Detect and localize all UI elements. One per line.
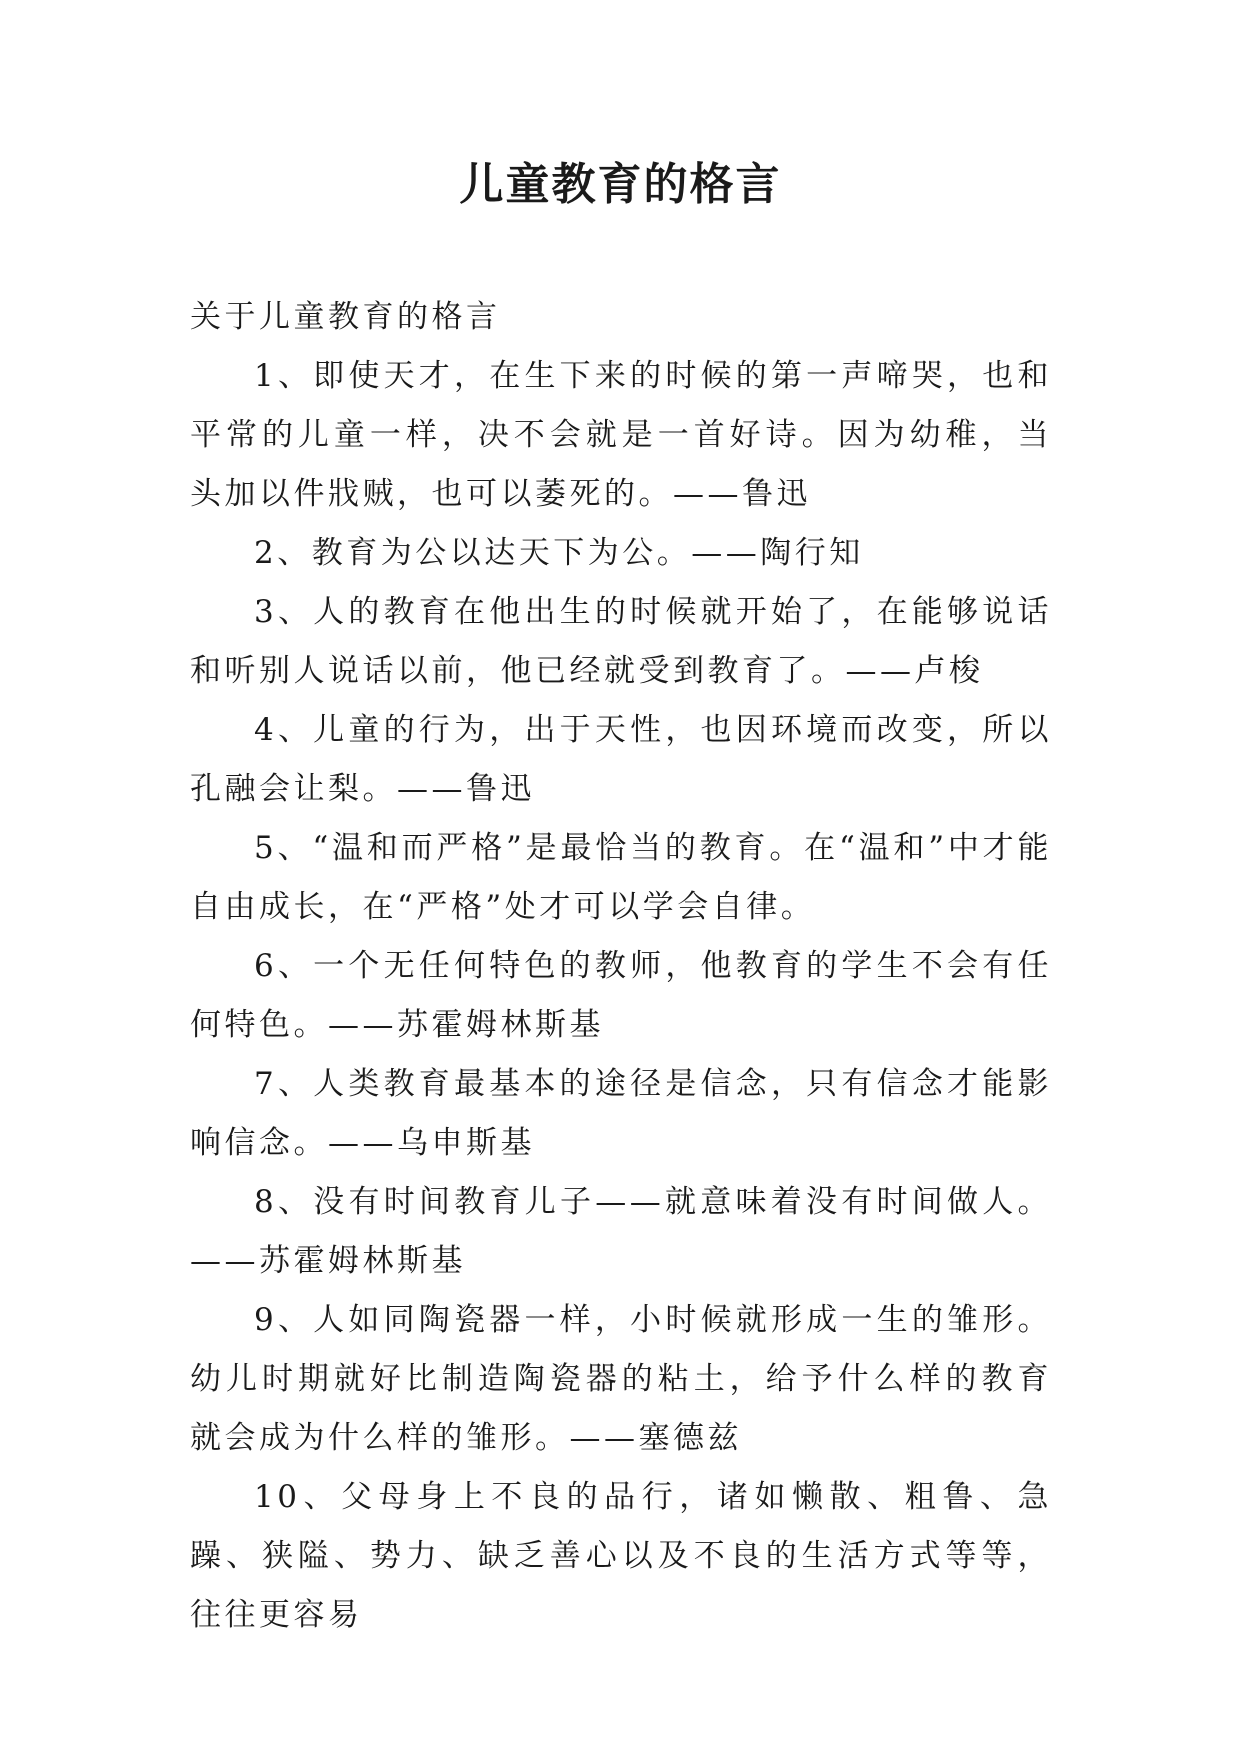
document-title: 儿童教育的格言 bbox=[459, 159, 782, 210]
quote-paragraph: 5、“温和而严格”是最恰当的教育。在“温和”中才能自由成长，在“严格”处才可以学会自律。 bbox=[190, 830, 1052, 925]
quote-paragraph: 10、父母身上不良的品行，诸如懒散、粗鲁、急躁、狭隘、势力、缺乏善心以及不良的生活方式等等，往往更容易 bbox=[190, 1479, 1052, 1633]
quote-paragraph: 8、没有时间教育儿子——就意味着没有时间做人。——苏霍姆林斯基 bbox=[190, 1184, 1052, 1279]
quote-paragraph: 2、教育为公以达天下为公。——陶行知 bbox=[254, 535, 864, 571]
quote-paragraph: 7、人类教育最基本的途径是信念，只有信念才能影响信念。——乌申斯基 bbox=[190, 1066, 1052, 1161]
quote-paragraph: 6、一个无任何特色的教师，他教育的学生不会有任何特色。——苏霍姆林斯基 bbox=[190, 948, 1052, 1043]
quote-paragraph: 9、人如同陶瓷器一样，小时候就形成一生的雏形。幼儿时期就好比制造陶瓷器的粘土，给予什么样的教育就会成为什么样的雏形。——塞德兹 bbox=[190, 1302, 1052, 1456]
quote-paragraph: 4、儿童的行为，出于天性，也因环境而改变，所以孔融会让梨。——鲁迅 bbox=[190, 712, 1052, 807]
document-body bbox=[190, 288, 1052, 1645]
intro-line: 关于儿童教育的格言 bbox=[190, 299, 501, 335]
quote-paragraph: 1、即使天才，在生下来的时候的第一声啼哭，也和平常的儿童一样，决不会就是一首好诗。因为幼稚，当头加以件戕贼，也可以萎死的。——鲁迅 bbox=[190, 358, 1052, 512]
quote-paragraph: 3、人的教育在他出生的时候就开始了，在能够说话和听别人说话以前，他已经就受到教育了。——卢梭 bbox=[190, 594, 1052, 689]
